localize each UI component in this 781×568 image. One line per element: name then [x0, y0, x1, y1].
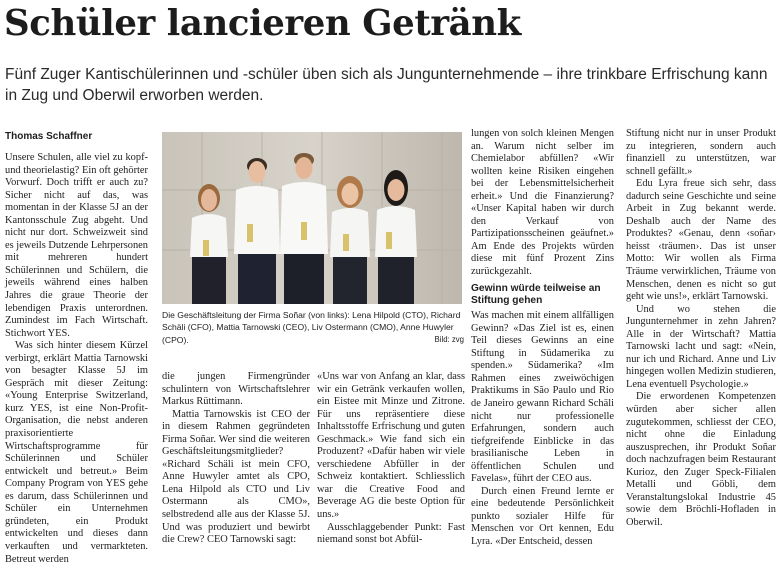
column-5	[626, 128, 776, 530]
column-1	[5, 152, 148, 566]
team-photo	[162, 132, 462, 304]
paragraph: Und wo stehen die Jungunternehmer in zehn Jahren? Alle in der Wirtschaft? Mattia Tarnowski lacht und sagt: «Nein, nur ich und Richard. Anne und Liv hingegen wollen Medizin studieren, Lena eventuell Psychologie.»	[626, 303, 776, 390]
lead-paragraph: Fünf Zuger Kantischülerinnen und -schüler üben sich als Jungunternehmende – ihre trinkbare Erfrischung kann in Zug und Oberwil erworben werden.	[5, 66, 768, 104]
paragraph: Mattia Tarnowskis ist CEO der in diesem Rahmen gegründeten Firma Soñar. Wer sind die weiteren Geschäftsleitungsmitglieder? «Richard Schäli ist mein CFO, Anne Huwyler amtet als CPO, Lena Hilpold als CTO und Liv Ostermann als CMO», selbstredend alle aus der Klasse 5J. Und was produziert und bewirbt die Crew? CEO Tarnowski sagt:	[162, 408, 310, 546]
subheading: Gewinn würde teilweise an Stiftung gehen	[471, 282, 601, 306]
paragraph: die jungen Firmengründer schulintern von Wirtschaftslehrer Markus Rüttimann.	[162, 371, 310, 408]
photo-credit: Bild: zvg	[434, 334, 464, 344]
paragraph: Stiftung nicht nur in unser Produkt zu integrieren, sondern auch finanziell zu unterstützen, war schnell gefällt.»	[626, 128, 776, 177]
paragraph: Unsere Schulen, alle viel zu kopf- und theorielastig? Ein oft gehörter Vorwurf. Doch trifft er auch zu? Sicher nicht auf das, was momentan in der Klasse 5J an der Kantonsschule Zug abgeht. Und nicht nur dort. Schweizweit sind es jeweils Dutzende Lehrpersonen mit mehreren hundert Schülerinnen und Schülern, die jeweils während eines halben Jahres die graue Theorie der lebendigen Praxis unterordnen. Zumindest im Fach Wirtschaft. Stichwort YES.	[5, 152, 148, 339]
column-3	[317, 371, 465, 547]
paragraph: «Uns war von Anfang an klar, dass wir ein Getränk verkaufen wollen, ein Eistee mit Minze und Zitrone. Für uns repräsentiere diese Inhaltsstoffe Erfrischung und guten Geschmack.» Wie fand sich ein Produzent? «Dafür haben wir viele verschiedene Abfüller in der Schweiz kontaktiert. Schliesslich war die Creative Food and Beverage AG die beste Option für uns.»	[317, 371, 465, 521]
paragraph: Die erwordenen Kompetenzen würden aber sicher allen zugutekommen, schliesst der CEO, nicht ohne die Einladung auszusprechen, ihr Produkt Soñar doch nachzufragen beim Restaurant Kurioz, den Zuger Speck-Filialen Metalli und Göbli, dem Veranstaltungslokal Industrie 45 sowie dem Bröchli-Hofladen in Oberwil.	[626, 391, 776, 528]
paragraph: Durch einen Freund lernte er eine bedeutende Persönlichkeit punkto sozialer Hilfe für Menschen vor Ort kennen, Edu Lyra. «Der Entscheid, dessen	[471, 485, 614, 547]
caption-text: Die Geschäftsleitung der Firma Soñar (von links): Lena Hilpold (CTO), Richard Schäli (CFO), Mattia Tarnowski (CEO), Liv Ostermann (CMO), Anne Huwyler (CPO).	[162, 310, 461, 345]
author-byline: Thomas Schaffner	[5, 131, 93, 142]
column-4	[471, 128, 614, 549]
paragraph: Was sich hinter diesem Kürzel verbirgt, erklärt Mattia Tarnowski von besagter Klasse 5J im Gespräch mit dieser Zeitung: «Young Enterprise Switzerland, kurz YES, ist eine Non-Profit-Organisation, die nebst anderen praxisorientierte Wirtschaftsprogramme für Schülerinnen und Schüler entwickelt und betreut.» Beim Company Program von YES gehe es darum, dass Schülerinnen und Schüler ein Unternehmen gründeten, ein Produkt entwickelten und dieses dann verkauften und vermarkteten. Betreut werden	[5, 340, 148, 565]
paragraph: lungen von solch kleinen Mengen an. Warum nicht selber im Chemielabor abfüllen? «Wir wollten keine Risiken eingehen bei der Lebensmittelsicherheit erheit.» Und die Finanzierung? «Unser Kapital haben wir durch den Verkauf von Partizipationsscheinen geäufnet.» Am Ende des Projekts würden diese mit fünf Prozent Zins zurückgezahlt.	[471, 128, 614, 278]
column-2	[162, 371, 310, 547]
paragraph: Ausschlaggebender Punkt: Fast niemand sonst bot Abfül-	[317, 521, 465, 546]
paragraph: Edu Lyra freue sich sehr, dass dadurch seine Geschichte und seine Arbeit in Zug bekannt werde. Deshalb auch der Name des Produktes? «Genau, denn ‹soñar› heisst ‹träumen›. Das ist unser Motto: Wir wollen als Firma Träume verwirklichen, Träume von Menschen, denen es nicht so gut geht wie uns!», erklärt Tarnowski.	[626, 178, 776, 303]
headline: Schüler lancieren Getränk	[4, 3, 521, 44]
paragraph: Was machen mit einem allfälligen Gewinn? «Das Ziel ist es, einen Teil dieses Gewinns an eine Stiftung in Südamerika zu spenden.» Südamerika? «Im Rahmen eines zweiwöchigen Praktikums in São Paulo und Rio de Janeiro gewann Richard Schäli nicht nur professionelle Erfahrungen, sondern auch tiefgreifende Einblicke in das brasilianische Leben in öffentlichen Schulen und Favelas», führt der CEO aus.	[471, 310, 614, 485]
photo-caption	[162, 309, 464, 346]
